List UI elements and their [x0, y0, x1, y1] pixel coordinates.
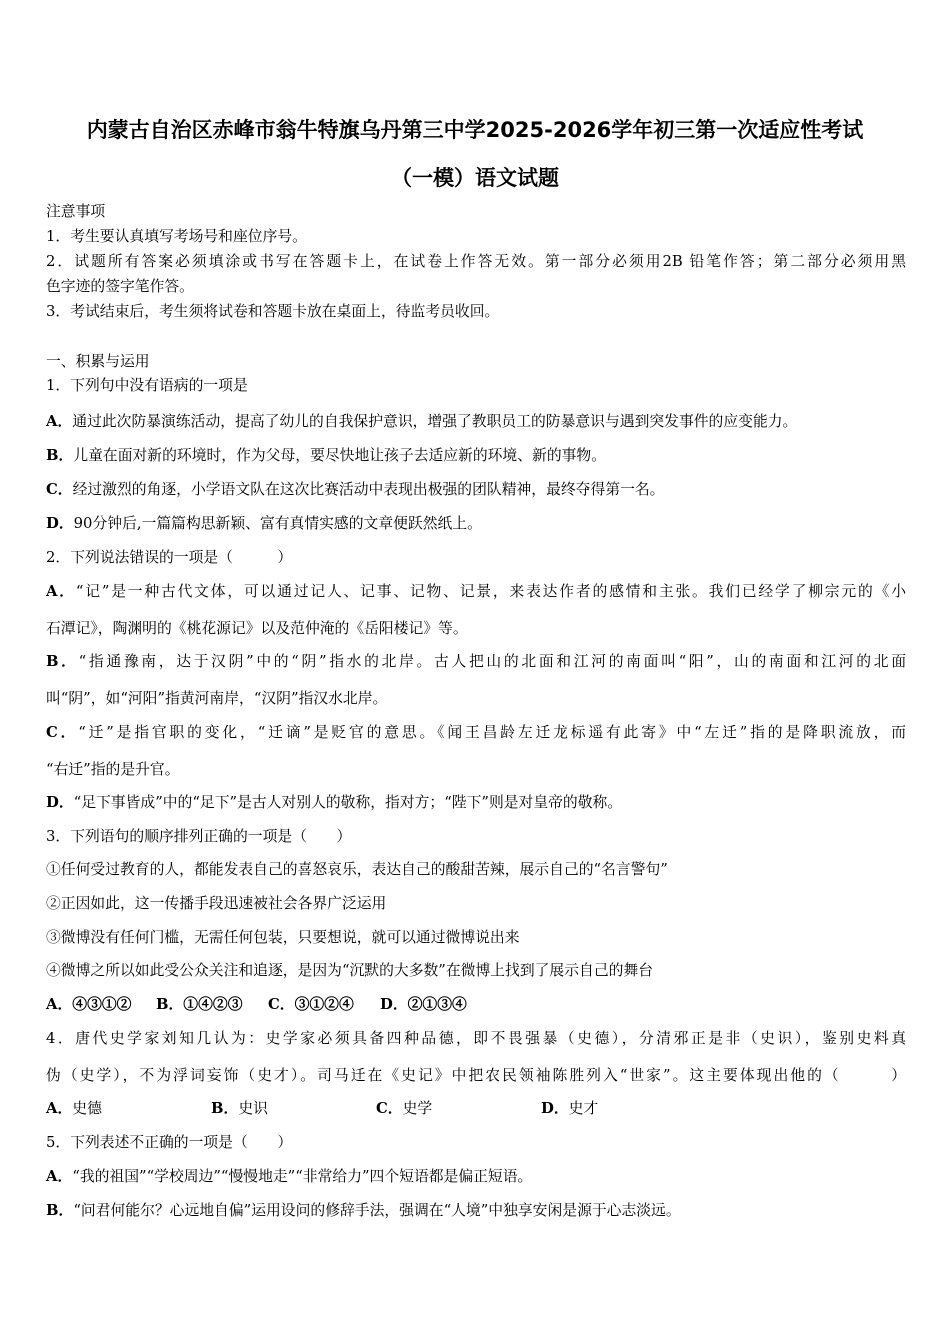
q2-option-b-label: B． — [46, 653, 79, 670]
q4-option-a — [46, 1099, 211, 1119]
q2-option-d-label: D． — [46, 794, 74, 811]
q4-stem-line-2: 伪（史学），不为浮词妄饰（史才）。司马迁在《史记》中把农民领袖陈胜列入“世家”。这主要体现出他的（ ） — [46, 1067, 906, 1084]
notice-item-2-cont: 色字迹的签字笔作答。 — [46, 278, 194, 295]
q3-option-d: D．②①③④ — [380, 996, 467, 1013]
q1-option-d — [46, 514, 906, 534]
q4-option-c — [376, 1099, 541, 1119]
q2-option-b-text: “指通豫南，达于汉阴”中的“阴”指水的北岸。古人把山的北面和江河的南面叫“阳”，山的南面和江河的北面 — [78, 653, 906, 670]
q3-stem: 3．下列语句的顺序排列正确的一项是（ ） — [46, 828, 352, 845]
q1-stem: 1．下列句中没有语病的一项是 — [46, 377, 248, 394]
q2-option-a-cont: 石潭记》，陶渊明的《桃花源记》以及范仲淹的《岳阳楼记》等。 — [46, 620, 468, 637]
q3-option-c: C．③①②④ — [268, 996, 354, 1013]
q5-option-b-text: “问君何能尔？心远地自偏”运用设问的修辞手法，强调在“人境”中独享安闲是源于心志淡远。 — [73, 1202, 681, 1219]
q4-option-c-text: 史学 — [402, 1100, 433, 1117]
q2-option-a-label: A． — [46, 583, 76, 600]
q4-option-b-text: 史识 — [238, 1100, 268, 1117]
q2-stem: 2．下列说法错误的一项是（ ） — [46, 549, 293, 566]
notice-item-1: 1．考生要认真填写考场号和座位序号。 — [46, 228, 307, 245]
q4-option-b-label: B． — [211, 1100, 239, 1117]
q2-option-a-text: “记”是一种古代文体，可以通过记人、记事、记物、记景，来表达作者的感情和主张。我们已经学了柳宗元的《小 — [75, 583, 906, 600]
q1-option-d-label: D． — [46, 515, 74, 532]
q5-option-b — [46, 1201, 906, 1221]
q1-option-c-text: 经过激烈的角逐，小学语文队在这次比赛活动中表现出极强的团队精神，最终夺得第一名。 — [72, 481, 665, 498]
q3-sentence-3: ③微博没有任何门槛，无需任何包装，只要想说，就可以通过微博说出来 — [46, 929, 520, 946]
q1-option-d-text: 90分钟后,一篇篇构思新颖、富有真情实感的文章便跃然纸上。 — [73, 515, 482, 532]
q2-option-c-cont: “右迁”指的是升官。 — [46, 761, 180, 778]
q1-option-b-label: B． — [46, 447, 74, 464]
q2-option-c-label: C． — [46, 724, 79, 741]
q4-option-a-label: A． — [46, 1100, 73, 1117]
q4-option-d-text: 史才 — [568, 1100, 599, 1117]
q4-stem-line-1: 4．唐代史学家刘知几认为：史学家必须具备四种品德，即不畏强暴（史德），分清邪正是非（史识），鉴别史料真 — [46, 1030, 906, 1047]
q1-option-a-label: A． — [46, 413, 73, 430]
q5-option-a-label: A． — [46, 1168, 73, 1185]
q5-option-b-label: B． — [46, 1202, 74, 1219]
q2-option-d-text: “足下事皆成”中的“足下”是古人对别人的敬称，指对方；“陛下”则是对皇帝的敬称。 — [73, 794, 623, 811]
q1-option-b-text: 儿童在面对新的环境时，作为父母，要尽快地让孩子去适应新的环境、新的事物。 — [73, 447, 607, 464]
q1-option-c-label: C． — [46, 481, 73, 498]
q2-option-c-text: “迁”是指官职的变化，“迁谪”是贬官的意思。《闻王昌龄左迁龙标遥有此寄》中“左迁”指的是降职流放，而 — [78, 724, 907, 741]
q2-option-b-cont: 叫“阴”，如“河阳”指黄河南岸，“汉阴”指汉水北岸。 — [46, 690, 388, 707]
exam-title-line-1: 内蒙古自治区赤峰市翁牛特旗乌丹第三中学2025-2026学年初三第一次适应性考试 — [86, 118, 864, 142]
q4-option-c-label: C． — [376, 1100, 403, 1117]
q5-option-a — [46, 1167, 906, 1187]
q5-stem: 5．下列表述不正确的一项是（ ） — [46, 1134, 293, 1151]
q4-option-d — [541, 1099, 598, 1119]
q4-option-b — [211, 1099, 376, 1119]
q1-option-a-text: 通过此次防暴演练活动，提高了幼儿的自我保护意识，增强了教职员工的防暴意识与遇到突发事件的应变能力。 — [72, 413, 798, 430]
notice-item-3: 3．考试结束后，考生须将试卷和答题卡放在桌面上，待监考员收回。 — [46, 303, 500, 320]
exam-title-line-2: （一模）语文试题 — [391, 166, 559, 190]
q1-option-b — [46, 446, 906, 466]
q3-option-b: B．①④②③ — [156, 996, 243, 1013]
q2-option-c — [46, 723, 906, 743]
q2-option-b — [46, 652, 906, 672]
notice-item-2: 2．试题所有答案必须填涂或书写在答题卡上，在试卷上作答无效。第一部分必须用2B 铅笔作答；第二部分必须用黑 — [46, 253, 906, 270]
q4-option-d-label: D． — [541, 1100, 569, 1117]
q1-option-c — [46, 480, 906, 500]
section-heading: 一、积累与运用 — [46, 353, 150, 370]
q2-option-d — [46, 793, 906, 813]
notice-heading: 注意事项 — [46, 203, 106, 220]
q3-sentence-1: ①任何受过教育的人，都能发表自己的喜怒哀乐，表达自己的酸甜苦辣，展示自己的“名言警句” — [46, 861, 668, 878]
q3-sentence-2: ②正因如此，这一传播手段迅速被社会各界广泛运用 — [46, 895, 387, 912]
q3-option-a: A．④③①② — [46, 996, 132, 1013]
q4-options — [46, 1099, 906, 1119]
q5-option-a-text: “我的祖国”“学校周边”“慢慢地走”“非常给力”四个短语都是偏正短语。 — [72, 1168, 533, 1185]
q4-option-a-text: 史德 — [72, 1100, 102, 1117]
q3-options — [46, 995, 906, 1015]
q3-sentence-4: ④微博之所以如此受公众关注和追逐，是因为“沉默的大多数”在微博上找到了展示自己的舞台 — [46, 962, 654, 979]
q2-option-a — [46, 582, 906, 602]
q1-option-a — [46, 412, 906, 432]
